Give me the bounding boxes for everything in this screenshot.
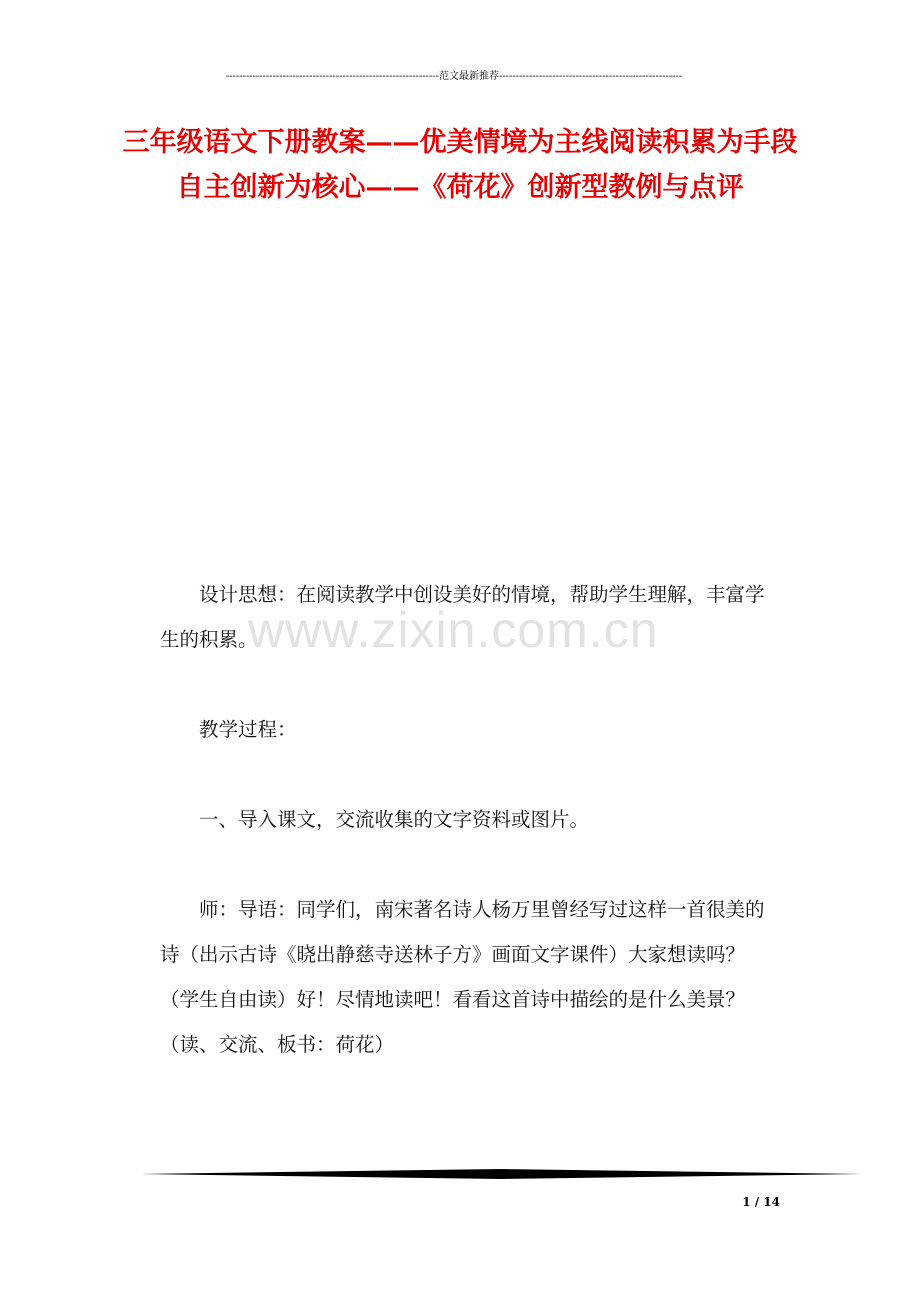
page-header-banner: ----------------------------------------------------------------范文最新推荐-------------------------------------------------------: [225, 71, 683, 82]
page-number: 1 / 14: [742, 1195, 780, 1209]
paragraph-teacher-intro: 师：导语：同学们，南宋著名诗人杨万里曾经写过这样一首很美的诗（出示古诗《晓出静慈寺送林子方》画面文字课件）大家想读吗？（学生自由读）好！尽情地读吧！看看这首诗中描绘的是什么美景？（读、交流、板书：荷花）: [160, 898, 765, 1056]
document-body: [160, 572, 770, 1067]
watermark-text: www.zixin.com.cn: [248, 602, 659, 658]
paragraph-teaching-process: 教学过程：: [199, 718, 297, 741]
paragraph-step-one: 一、导入课文，交流收集的文字资料或图片。: [199, 808, 590, 831]
footer-divider: [140, 1168, 862, 1180]
document-title: 三年级语文下册教案——优美情境为主线阅读积累为手段 自主创新为核心——《荷花》创新型教例与点评: [122, 127, 798, 203]
paragraph-design-idea: 设计思想：在阅读教学中创设美好的情境，帮助学生理解，丰富学生的积累。: [160, 583, 765, 651]
